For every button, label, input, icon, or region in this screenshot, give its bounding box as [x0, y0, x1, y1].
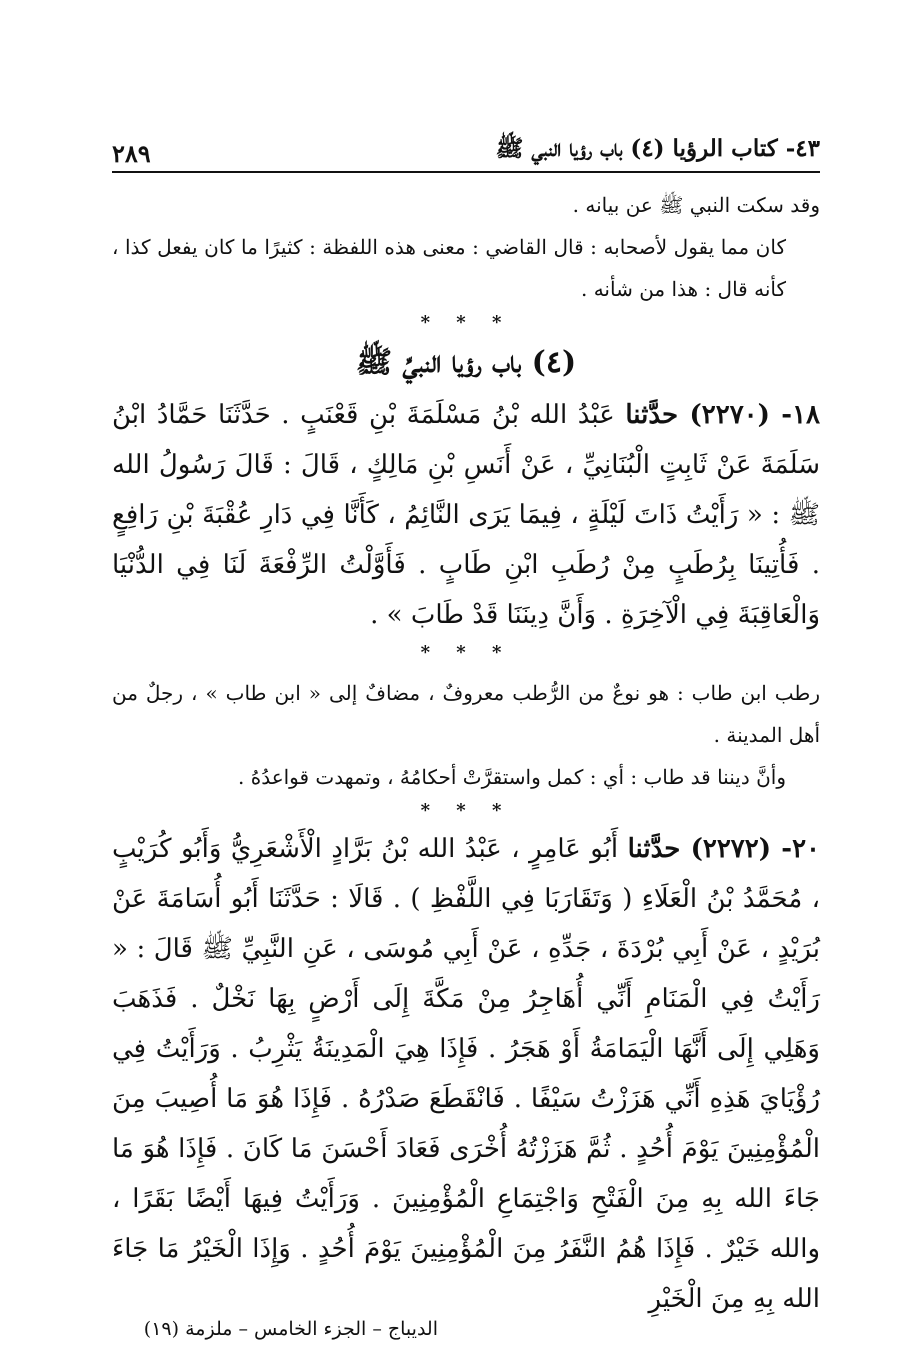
hadith-number: ١٨- (٢٢٧٠) حدَّثنا [625, 400, 821, 430]
hadith-text: أَبُو عَامِرٍ ، عَبْدُ الله بْنُ بَرَّادٍ الْأَشْعَرِيُّ وَأَبُو كُرَيْبٍ ، مُحَمَّدُ بْنُ الْعَلَاءِ ( وَتَقَارَبَا فِي اللَّفْظِ ) . قَالَا : حَدَّثَنَا أَبُو أُسَامَةَ عَنْ بُرَيْدٍ ، عَنْ أَبِي بُرْدَةَ ، جَدِّهِ ، عَنْ أَبِي مُوسَى ، عَنِ النَّبِيِّ ﷺ قَالَ : « رَأَيْتُ فِي الْمَنَامِ أَنِّي أُهَاجِرُ مِنْ مَكَّةَ إِلَى أَرْضٍ بِهَا نَخْلٌ . فَذَهَبَ وَهَلِي إِلَى أَنَّهَا الْيَمَامَةُ أَوْ هَجَرُ . فَإِذَا هِيَ الْمَدِينَةُ يَثْرِبُ . وَرَأَيْتُ فِي رُؤْيَايَ هَذِهِ أَنِّي هَزَزْتُ سَيْفًا . فَانْقَطَعَ صَدْرُهُ . فَإِذَا هُوَ مَا أُصِيبَ مِنَ الْمُؤْمِنِينَ يَوْمَ أُحُدٍ . ثُمَّ هَزَزْتُهُ أُخْرَى فَعَادَ أَحْسَنَ مَا كَانَ . فَإِذَا هُوَ مَا جَاءَ الله بِهِ مِنَ الْفَتْحِ وَاجْتِمَاعِ الْمُؤْمِنِينَ . وَرَأَيْتُ فِيهَا أَيْضًا بَقَرًا ، والله خَيْرٌ . فَإِذَا هُمُ النَّفَرُ مِنَ الْمُؤْمِنِينَ يَوْمَ أُحُدٍ . وَإِذَا الْخَيْرُ مَا جَاءَ الله بِهِ مِنَ الْخَيْرِ [112, 834, 820, 1314]
page-number: ٢٨٩ [112, 139, 151, 168]
commentary-line: رطب ابن طاب : هو نوعٌ من الرُّطب معروفٌ ، مضافٌ إلى « ابن طاب » ، رجلٌ من أهل المدينة . [112, 681, 820, 747]
hadith-number: ٢٠- (٢٢٧٢) حدَّثنا [627, 834, 820, 864]
commentary [112, 672, 820, 798]
section-separator: * * * [420, 312, 512, 333]
hadith-2272 [112, 824, 820, 1324]
page-header [112, 128, 820, 168]
section-separator: * * * [420, 800, 512, 821]
hadith-2270 [112, 390, 820, 640]
hadith-text: عَبْدُ الله بْنُ مَسْلَمَةَ بْنِ قَعْنَبٍ . حَدَّثَنَا حَمَّادُ ابْنُ سَلَمَةَ عَنْ ثَابِتٍ الْبُنَانِيِّ ، عَنْ أَنَسِ بْنِ مَالِكٍ ، قَالَ : قَالَ رَسُولُ الله ﷺ : « رَأَيْتُ ذَاتَ لَيْلَةٍ ، فِيمَا يَرَى النَّائِمُ ، كَأَنَّا فِي دَارِ عُقْبَةَ بْنِ رَافِعٍ . فَأُتِينَا بِرُطَبٍ مِنْ رُطَبِ ابْنِ طَابٍ . فَأَوَّلْتُ الرِّفْعَةَ لَنَا فِي الدُّنْيَا وَالْعَاقِبَةَ فِي الْآخِرَةِ . وَأَنَّ دِينَنَا قَدْ طَابَ » . [112, 400, 820, 630]
signature-footer: الديباج – الجزء الخامس – ملزمة (١٩) [143, 1318, 438, 1340]
header-rule [112, 171, 820, 173]
chapter-title: (٤) باب رؤيا النبيِّ ﷺ [355, 345, 577, 380]
intro-line: وقد سكت النبي ﷺ عن بيانه . [572, 193, 820, 217]
commentary-line: وأنَّ ديننا قد طاب : أي : كمل واستقرَّتْ أحكامُهُ ، وتمهدت قواعدُهُ . [238, 765, 786, 789]
section-separator: * * * [420, 642, 512, 663]
intro-paragraph: كان مما يقول لأصحابه : قال القاضي : معنى هذه اللفظة : كثيرًا ما كان يفعل كذا ، كأنه قال : هذا من شأنه . [112, 235, 786, 301]
page-body [112, 184, 820, 1324]
running-title: ٤٣- كتاب الرؤيا (٤) باب رؤيا النبي ﷺ [495, 135, 820, 162]
